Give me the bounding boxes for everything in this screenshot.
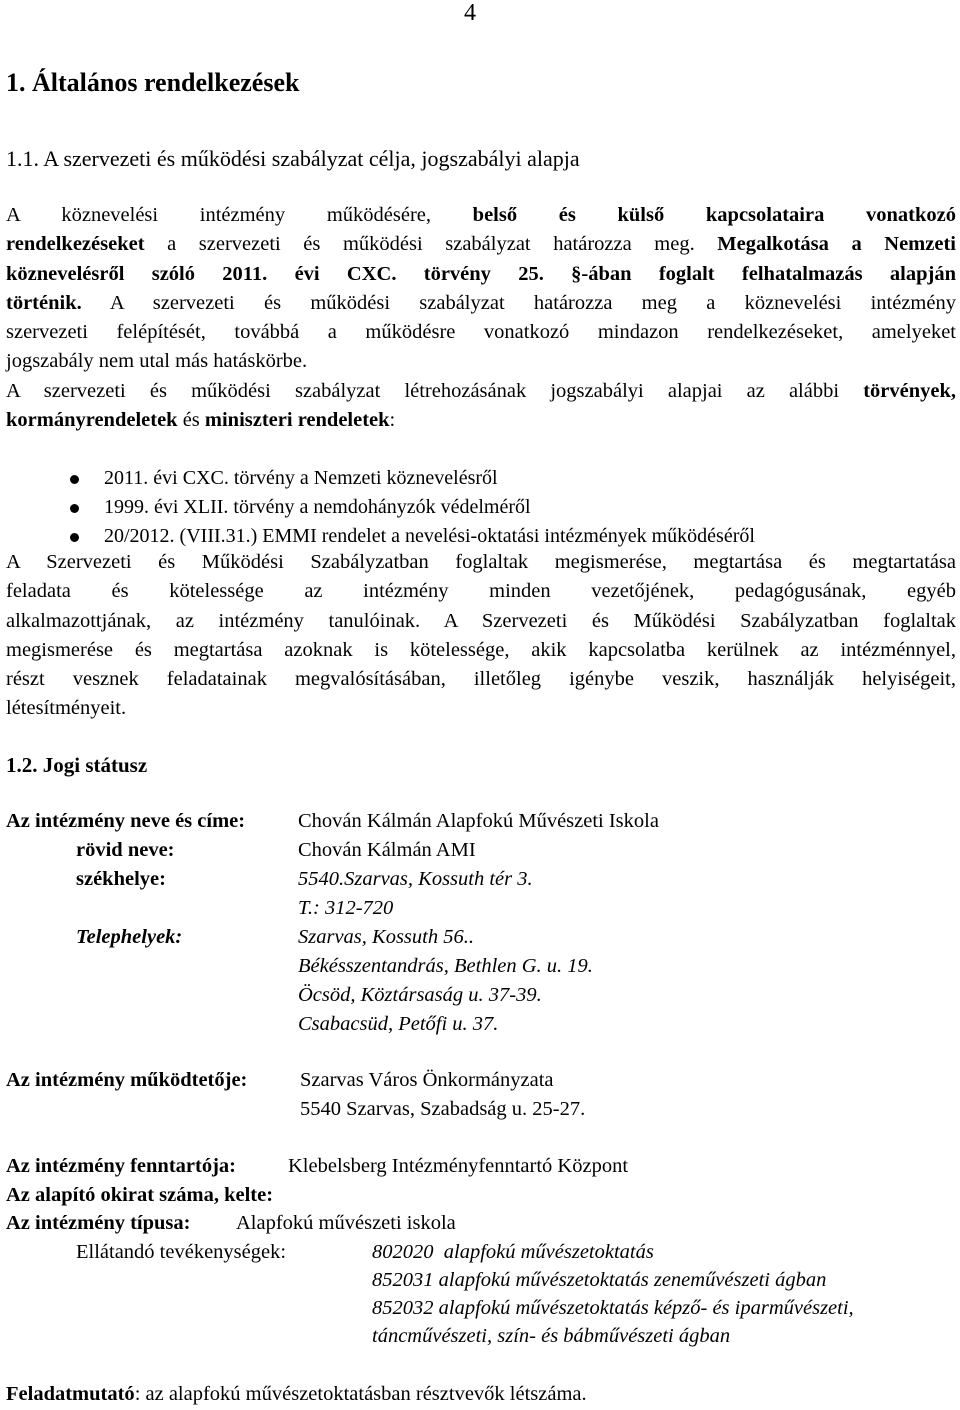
institution-name-label: Az intézmény neve és címe: <box>6 810 246 832</box>
para2-line: alkalmazottjának, az intézmény tanulóinak. A Szervezeti és Működési Szabályzatban foglaltak <box>6 609 956 632</box>
phone-value: T.: 312-720 <box>298 897 394 919</box>
para2-line: megismerése és megtartása azoknak is kötelessége, akik kapcsolatba kerülnek az intézménnyel, <box>6 638 956 661</box>
charter-label: Az alapító okirat száma, kelte: <box>6 1184 274 1206</box>
sites-label: Telephelyek: <box>76 926 183 948</box>
intro-line-5: szervezeti felépítését, továbbá a működésre vonatkozó mindazon rendelkezéseket, amelyeket <box>6 321 956 344</box>
activities-label: Ellátandó tevékenységek: <box>76 1241 287 1263</box>
page-number: 4 <box>464 0 476 26</box>
operator-label: Az intézmény működtetője: <box>6 1069 248 1091</box>
intro-line-6: jogszabály nem utal más hatáskörbe. <box>6 350 308 373</box>
task-indicator-value: : az alapfokú művészetoktatásban résztvevők létszáma. <box>134 1383 587 1405</box>
intro-line-3: köznevelésről szóló 2011. évi CXC. törvény 25. §-ában foglalt felhatalmazás alapján <box>6 262 956 285</box>
activity-item: 852032 alapfokú művészetoktatás képző- és iparművészeti, <box>372 1297 854 1319</box>
type-label: Az intézmény típusa: <box>6 1212 191 1234</box>
heading-purpose-legal-basis: 1.1. A szervezeti és működési szabályzat célja, jogszabályi alapja <box>6 146 580 171</box>
heading-general-provisions: 1. Általános rendelkezések <box>6 68 300 97</box>
operator-value: Szarvas Város Önkormányzata <box>300 1069 554 1091</box>
task-indicator-label: Feladatmutató <box>6 1383 135 1405</box>
intro-line-8: kormányrendeletek és miniszteri rendeletek: <box>6 409 396 432</box>
site-item: Békésszentandrás, Bethlen G. u. 19. <box>298 955 593 977</box>
para2-line: részt vesznek feladatainak megvalósításában, illetőleg igénybe veszik, használják helyiségeit, <box>6 668 956 691</box>
short-name-value: Chován Kálmán AMI <box>298 839 476 861</box>
seat-label: székhelye: <box>76 868 166 890</box>
maintainer-label: Az intézmény fenntartója: <box>6 1155 236 1177</box>
heading-legal-status: 1.2. Jogi státusz <box>6 753 148 777</box>
para2-line: feladata és kötelessége az intézmény minden vezetőjének, pedagógusának, egyéb <box>6 580 956 603</box>
seat-value: 5540.Szarvas, Kossuth tér 3. <box>298 868 533 890</box>
site-item: Csabacsüd, Petőfi u. 37. <box>298 1013 499 1035</box>
short-name-label: rövid neve: <box>76 839 175 861</box>
intro-line-4: történik. A szervezeti és működési szabályzat határozza meg a köznevelési intézmény <box>6 291 956 314</box>
responsibility-paragraph <box>6 548 956 724</box>
site-item: Szarvas, Kossuth 56.. <box>298 926 474 948</box>
operator-address: 5540 Szarvas, Szabadság u. 25-27. <box>300 1098 586 1120</box>
site-item: Öcsöd, Köztársaság u. 37-39. <box>298 984 542 1006</box>
intro-line-7: A szervezeti és működési szabályzat létrehozásának jogszabályi alapjai az alábbi törvények, <box>6 379 957 402</box>
institution-name-value: Chován Kálmán Alapfokú Művészeti Iskola <box>298 810 659 832</box>
maintainer-value: Klebelsberg Intézményfenntartó Központ <box>288 1155 629 1177</box>
intro-line-1: A köznevelési intézmény működésére, belső és külső kapcsolataira vonatkozó <box>6 204 956 226</box>
type-value: Alapfokú művészeti iskola <box>236 1212 456 1234</box>
activity-item: 802020 alapfokú művészetoktatás <box>372 1241 654 1263</box>
intro-paragraph <box>6 201 956 435</box>
task-indicator <box>6 1383 587 1406</box>
para2-line: létesítményeit. <box>6 697 127 720</box>
activity-item: 852031 alapfokú művészetoktatás zeneművészeti ágban <box>372 1269 827 1291</box>
intro-line-2: rendelkezéseket a szervezeti és működési szabályzat határozza meg. Megalkotása a Nemzeti <box>6 233 956 256</box>
activity-item: táncművészeti, szín- és bábművészeti ágban <box>372 1325 731 1347</box>
para2-line: A Szervezeti és Működési Szabályzatban foglaltak megismerése, megtartása és megtartatása <box>6 551 956 573</box>
